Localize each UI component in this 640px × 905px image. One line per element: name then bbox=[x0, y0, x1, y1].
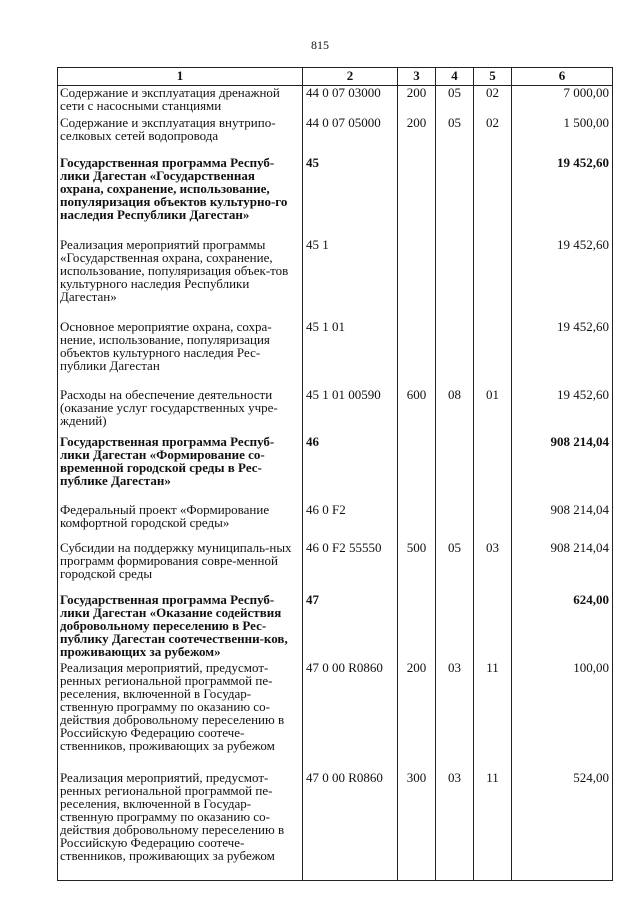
row-col-3 bbox=[398, 238, 436, 320]
row-col-3: 200 bbox=[398, 661, 436, 771]
header-col-6: 6 bbox=[512, 68, 613, 86]
header-col-2: 2 bbox=[303, 68, 398, 86]
row-name: Государственная программа Респуб-лики Дагестан «Оказание содействия добровольному переселению в Рес-публику Дагестан соотечественни-ков, проживающих за рубежом» bbox=[58, 593, 303, 661]
row-amount: 624,00 bbox=[512, 593, 613, 661]
row-name: Основное мероприятие охрана, сохра-нение, использование, популяризация объектов культурного наследия Рес-публики Дагестан bbox=[58, 320, 303, 388]
table-row bbox=[58, 86, 613, 116]
row-code: 45 1 01 00590 bbox=[303, 388, 398, 435]
row-name: Содержание и эксплуатация внутрипо-селковых сетей водопровода bbox=[58, 116, 303, 156]
header-col-1: 1 bbox=[58, 68, 303, 86]
header-row bbox=[58, 68, 613, 86]
row-amount: 1 500,00 bbox=[512, 116, 613, 156]
row-col-4: 05 bbox=[436, 116, 474, 156]
row-col-3 bbox=[398, 593, 436, 661]
row-code: 46 bbox=[303, 435, 398, 503]
row-col-4: 03 bbox=[436, 771, 474, 881]
row-code: 47 0 00 R0860 bbox=[303, 771, 398, 881]
row-col-5: 01 bbox=[474, 388, 512, 435]
row-amount: 524,00 bbox=[512, 771, 613, 881]
row-name: Реализация мероприятий, предусмот-ренных региональной программой пе-реселения, включенной в Государ-ственную программу по оказанию со-действия добровольному переселению в Российскую Федерацию соотече-ственников, проживающих за рубежом bbox=[58, 771, 303, 881]
row-name: Субсидии на поддержку муниципаль-ных программ формирования совре-менной городской среды bbox=[58, 541, 303, 593]
table-row bbox=[58, 593, 613, 661]
row-amount: 19 452,60 bbox=[512, 388, 613, 435]
row-code: 45 bbox=[303, 156, 398, 238]
table-row bbox=[58, 541, 613, 593]
row-col-3: 300 bbox=[398, 771, 436, 881]
header-col-5: 5 bbox=[474, 68, 512, 86]
row-amount: 908 214,04 bbox=[512, 541, 613, 593]
row-col-5: 02 bbox=[474, 116, 512, 156]
row-col-5 bbox=[474, 503, 512, 541]
table-row bbox=[58, 238, 613, 320]
row-col-4 bbox=[436, 238, 474, 320]
row-col-3: 500 bbox=[398, 541, 436, 593]
row-amount: 100,00 bbox=[512, 661, 613, 771]
row-code: 46 0 F2 55550 bbox=[303, 541, 398, 593]
row-amount: 19 452,60 bbox=[512, 238, 613, 320]
row-col-4 bbox=[436, 593, 474, 661]
row-col-4: 05 bbox=[436, 541, 474, 593]
budget-table bbox=[57, 67, 613, 881]
row-code: 47 bbox=[303, 593, 398, 661]
row-col-5: 02 bbox=[474, 86, 512, 116]
table-row bbox=[58, 320, 613, 388]
row-name: Государственная программа Респуб-лики Дагестан «Формирование со-временной городской среды в Рес-публике Дагестан» bbox=[58, 435, 303, 503]
table-row bbox=[58, 156, 613, 238]
row-name: Федеральный проект «Формирование комфортной городской среды» bbox=[58, 503, 303, 541]
row-col-5: 03 bbox=[474, 541, 512, 593]
row-col-5 bbox=[474, 238, 512, 320]
row-col-3: 200 bbox=[398, 86, 436, 116]
row-code: 44 0 07 05000 bbox=[303, 116, 398, 156]
row-col-4: 03 bbox=[436, 661, 474, 771]
row-code: 44 0 07 03000 bbox=[303, 86, 398, 116]
table-row bbox=[58, 661, 613, 771]
row-col-3: 200 bbox=[398, 116, 436, 156]
row-col-5: 11 bbox=[474, 661, 512, 771]
table-row bbox=[58, 503, 613, 541]
row-amount: 7 000,00 bbox=[512, 86, 613, 116]
header-col-4: 4 bbox=[436, 68, 474, 86]
row-col-3 bbox=[398, 435, 436, 503]
row-amount: 19 452,60 bbox=[512, 320, 613, 388]
row-col-5 bbox=[474, 435, 512, 503]
table-row bbox=[58, 435, 613, 503]
row-col-4 bbox=[436, 320, 474, 388]
row-col-5: 11 bbox=[474, 771, 512, 881]
row-col-4 bbox=[436, 503, 474, 541]
row-col-3 bbox=[398, 156, 436, 238]
row-name: Реализация мероприятий, предусмот-ренных региональной программой пе-реселения, включенной в Государ-ственную программу по оказанию со-действия добровольному переселению в Российскую Федерацию соотече-ственников, проживающих за рубежом bbox=[58, 661, 303, 771]
table-row bbox=[58, 771, 613, 881]
row-col-5 bbox=[474, 320, 512, 388]
row-name: Содержание и эксплуатация дренажной сети с насосными станциями bbox=[58, 86, 303, 116]
row-col-5 bbox=[474, 156, 512, 238]
row-name: Реализация мероприятий программы «Государственная охрана, сохранение, использование, популяризация объек-тов культурного наследия Республики Дагестан» bbox=[58, 238, 303, 320]
row-name: Расходы на обеспечение деятельности (оказание услуг государственных учре-ждений) bbox=[58, 388, 303, 435]
row-code: 45 1 01 bbox=[303, 320, 398, 388]
header-col-3: 3 bbox=[398, 68, 436, 86]
row-code: 47 0 00 R0860 bbox=[303, 661, 398, 771]
row-code: 45 1 bbox=[303, 238, 398, 320]
row-name: Государственная программа Респуб-лики Дагестан «Государственная охрана, сохранение, использование, популяризация объектов культурно-го наследия Республики Дагестан» bbox=[58, 156, 303, 238]
row-col-4: 08 bbox=[436, 388, 474, 435]
row-col-3 bbox=[398, 503, 436, 541]
row-col-3 bbox=[398, 320, 436, 388]
row-col-4 bbox=[436, 156, 474, 238]
row-amount: 908 214,04 bbox=[512, 503, 613, 541]
row-code: 46 0 F2 bbox=[303, 503, 398, 541]
row-col-4: 05 bbox=[436, 86, 474, 116]
row-amount: 908 214,04 bbox=[512, 435, 613, 503]
page-number: 815 bbox=[311, 38, 329, 52]
row-col-4 bbox=[436, 435, 474, 503]
row-amount: 19 452,60 bbox=[512, 156, 613, 238]
row-col-3: 600 bbox=[398, 388, 436, 435]
table-row bbox=[58, 116, 613, 156]
table-row bbox=[58, 388, 613, 435]
row-col-5 bbox=[474, 593, 512, 661]
